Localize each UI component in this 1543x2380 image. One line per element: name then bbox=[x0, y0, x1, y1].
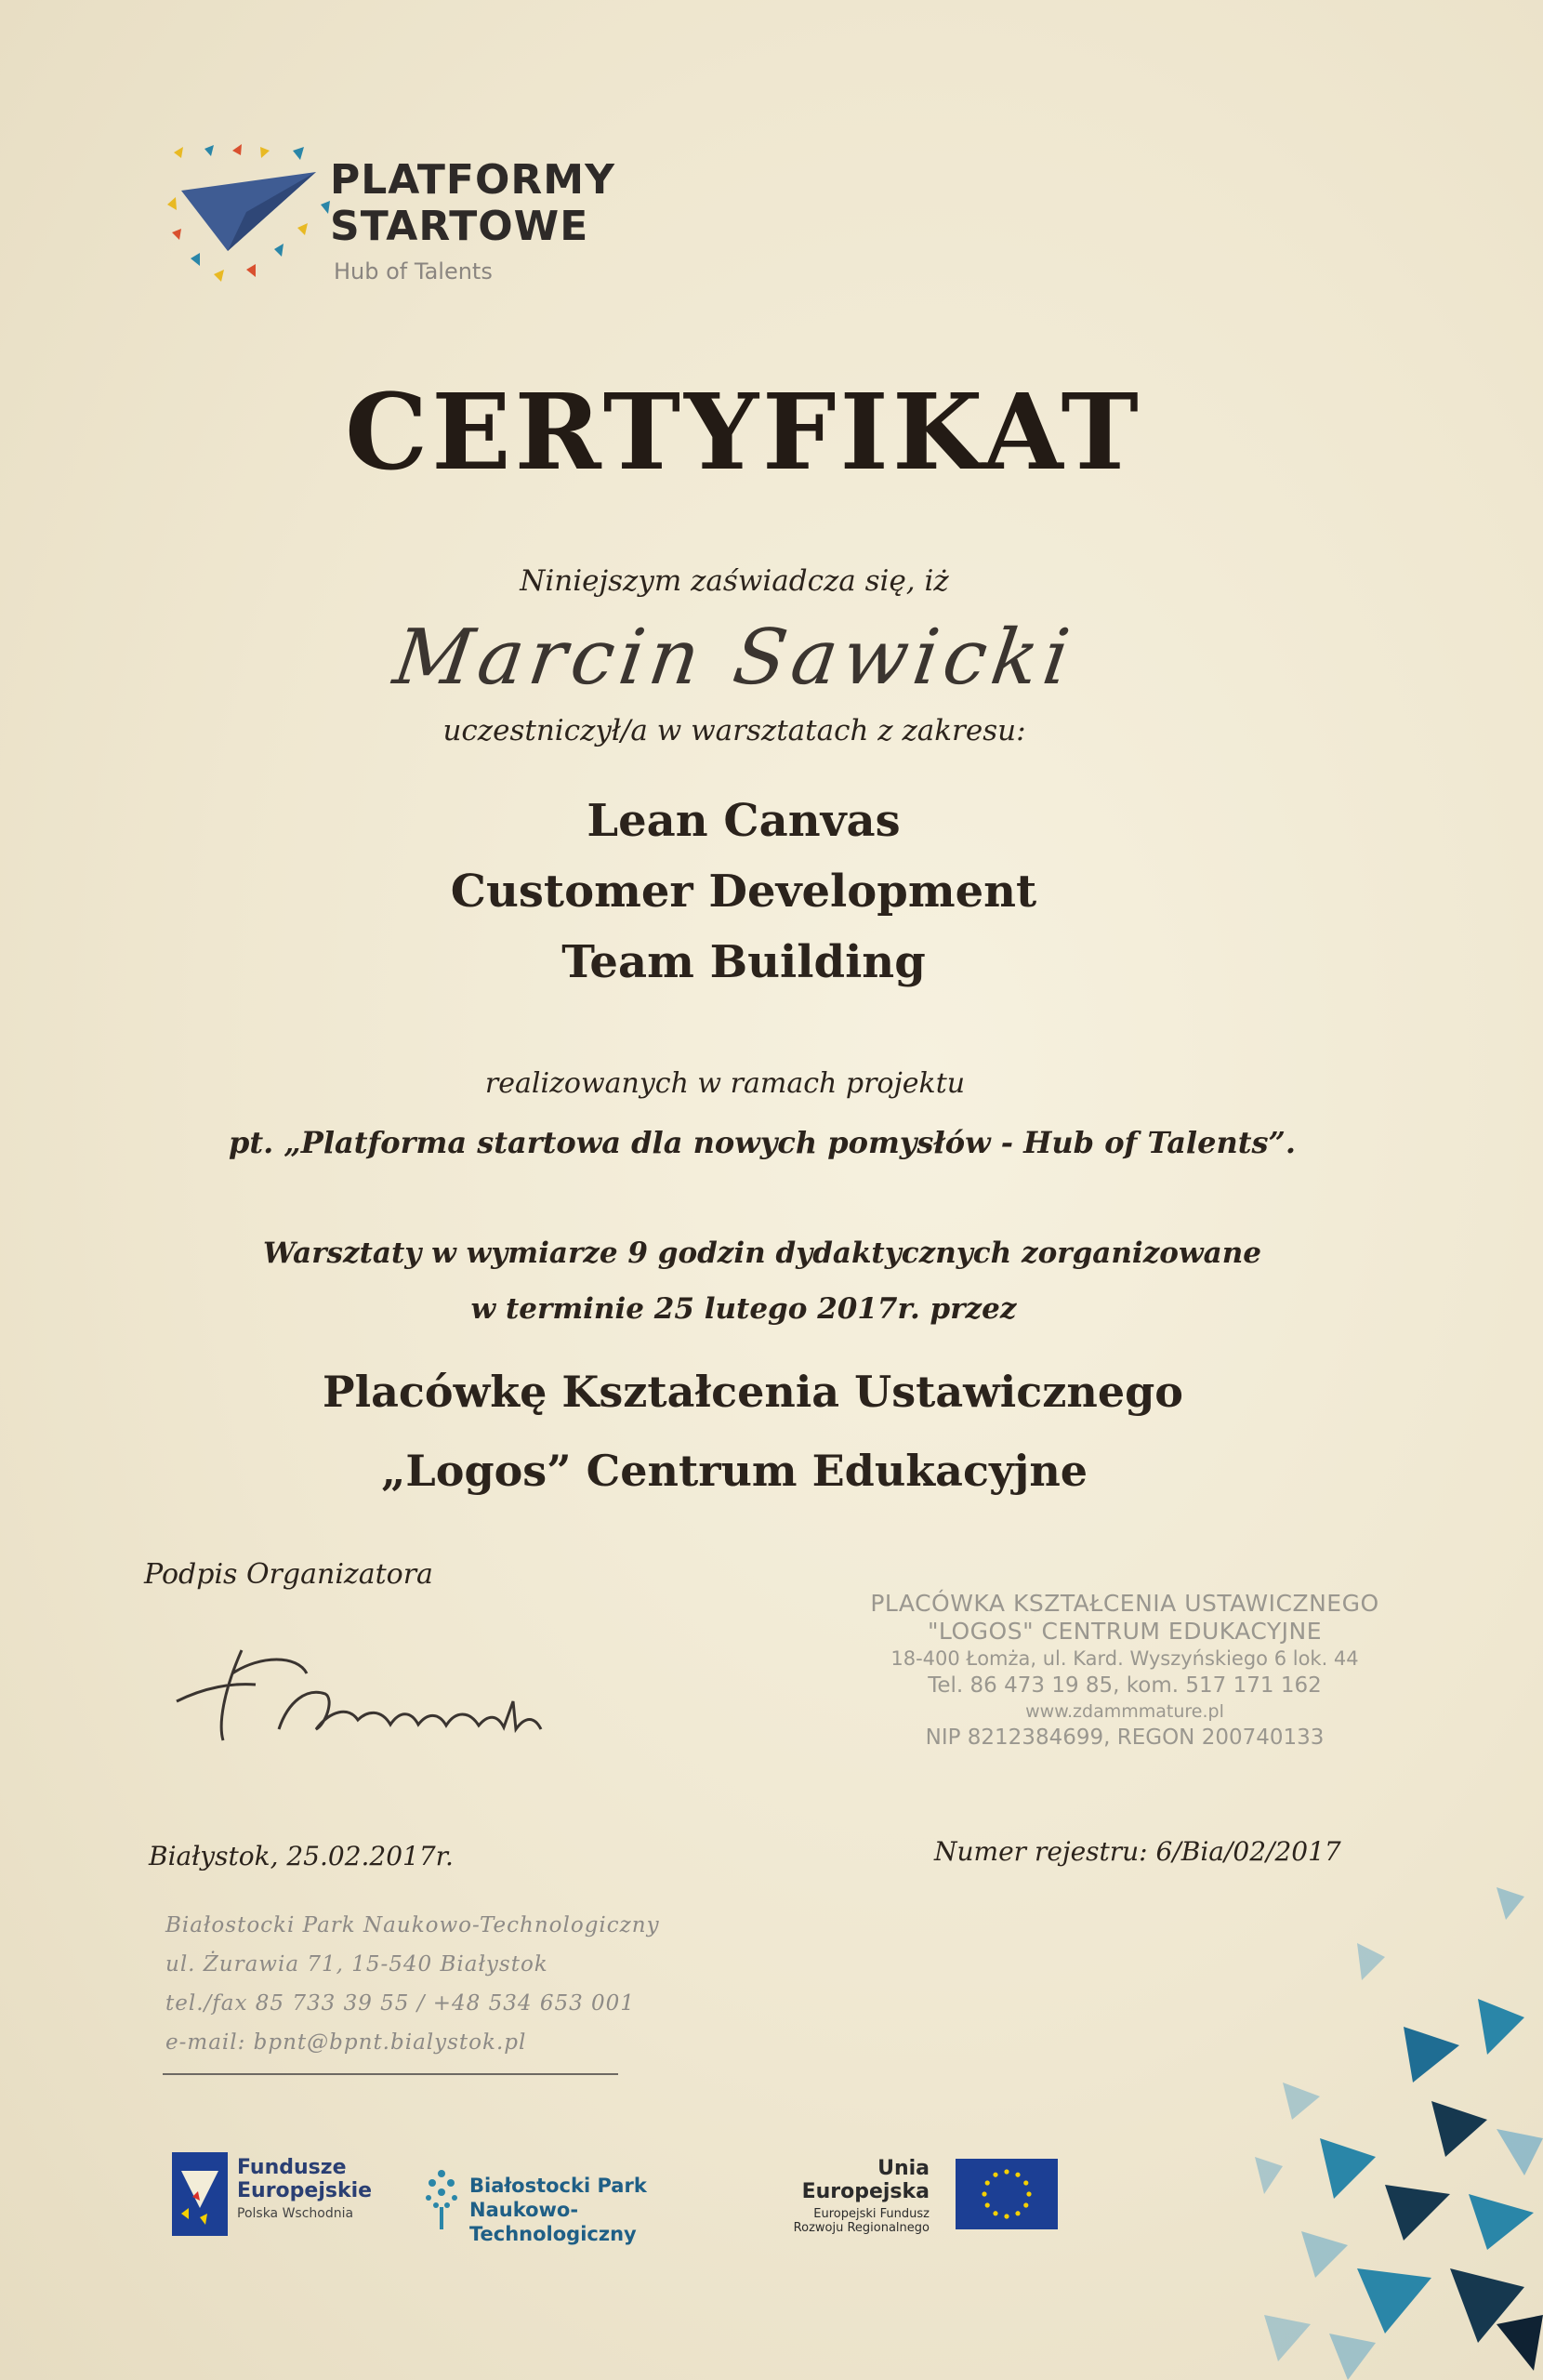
organizer-signature bbox=[167, 1636, 613, 1757]
address-line: Białostocki Park Naukowo-Technologiczny bbox=[165, 1913, 660, 1937]
topic-list bbox=[0, 786, 1515, 998]
eu-star bbox=[1015, 2173, 1020, 2177]
stamp-line: 18-400 Łomża, ul. Kard. Wyszyńskiego 6 lok. 44 bbox=[890, 1647, 1359, 1670]
eu-star bbox=[985, 2180, 990, 2185]
stamp-line: www.zdammmature.pl bbox=[1025, 1701, 1224, 1722]
register-number: Numer rejestru: 6/Bia/02/2017 bbox=[934, 1836, 1341, 1867]
eu-star bbox=[1004, 2214, 1009, 2218]
eu-star bbox=[985, 2202, 990, 2207]
organizer-line2: „Logos” Centrum Edukacyjne bbox=[380, 1446, 1088, 1496]
participant-name: Marcin Sawicki bbox=[389, 614, 1080, 702]
topic-item: Team Building bbox=[561, 936, 926, 988]
stamp-line: PLACÓWKA KSZTAŁCENIA USTAWICZNEGO bbox=[870, 1590, 1379, 1617]
eu-star bbox=[1004, 2169, 1009, 2174]
platformy-startowe-logo bbox=[163, 139, 646, 298]
ue-line1: Unia Europejska bbox=[801, 2157, 930, 2203]
address-line: ul. Żurawia 71, 15-540 Białystok bbox=[165, 1952, 548, 1977]
address-line: e-mail: bpnt@bpnt.bialystok.pl bbox=[165, 2030, 527, 2055]
project-line1: realizowanych w ramach projektu bbox=[484, 1067, 966, 1100]
fe-line1: Fundusze bbox=[237, 2156, 347, 2179]
signature-drawing bbox=[167, 1636, 613, 1757]
logo-line1: PLATFORMY bbox=[330, 156, 615, 204]
eu-star bbox=[993, 2211, 997, 2215]
address-line: tel./fax 85 733 39 55 / +48 534 653 001 bbox=[165, 1991, 635, 2016]
stamp-line: "LOGOS" CENTRUM EDUKACYJNE bbox=[927, 1618, 1323, 1645]
workshop-line2: w terminie 25 lutego 2017r. przez bbox=[470, 1292, 1017, 1326]
paper-plane-icon bbox=[163, 139, 349, 288]
topic-item: Customer Development bbox=[450, 866, 1037, 918]
project-line2: pt. „Platforma startowa dla nowych pomysłów - Hub of Talents”. bbox=[228, 1125, 1297, 1160]
participated-text: uczestniczył/a w warsztatach z zakresu: bbox=[442, 714, 1026, 747]
eu-star bbox=[982, 2191, 986, 2196]
organizer-line1: Placówkę Kształcenia Ustawicznego bbox=[323, 1367, 1183, 1417]
workshop-line1: Warsztaty w wymiarze 9 godzin dydaktycznych zorganizowane bbox=[262, 1236, 1262, 1270]
ue-line3: Rozwoju Regionalnego bbox=[793, 2221, 930, 2235]
eu-star bbox=[1023, 2202, 1028, 2207]
eu-star bbox=[1026, 2191, 1031, 2196]
eu-star bbox=[1015, 2211, 1020, 2215]
certificate-title: CERTYFIKAT bbox=[345, 372, 1142, 494]
address-divider bbox=[163, 2073, 618, 2075]
decorative-triangles bbox=[1246, 1878, 1543, 2380]
organizer-stamp bbox=[818, 1590, 1431, 1752]
fundusze-europejskie-logo bbox=[172, 2152, 414, 2245]
fe-line2: Europejskie bbox=[237, 2179, 373, 2202]
bpnt-line1: Białostocki Park bbox=[469, 2175, 647, 2197]
stamp-line: NIP 8212384699, REGON 200740133 bbox=[925, 1726, 1325, 1750]
place-date: Białystok, 25.02.2017r. bbox=[149, 1841, 454, 1871]
signature-label: Podpis Organizatora bbox=[144, 1558, 433, 1591]
bpnt-logo bbox=[423, 2166, 739, 2245]
ue-line2: Europejski Fundusz bbox=[813, 2207, 930, 2221]
unia-europejska-logo bbox=[753, 2157, 1069, 2241]
logo-subtitle: Hub of Talents bbox=[334, 258, 493, 284]
bpnt-emblem-icon bbox=[423, 2166, 460, 2231]
bpnt-address bbox=[165, 1906, 742, 2062]
intro-text: Niniejszym zaświadcza się, iż bbox=[520, 564, 949, 598]
logo-line2: STARTOWE bbox=[330, 203, 589, 250]
stamp-line: Tel. 86 473 19 85, kom. 517 171 162 bbox=[928, 1673, 1322, 1698]
eu-star bbox=[993, 2173, 997, 2177]
topic-item: Lean Canvas bbox=[587, 795, 901, 847]
fe-emblem-icon bbox=[172, 2152, 228, 2236]
fe-line3: Polska Wschodnia bbox=[237, 2206, 354, 2221]
eu-star bbox=[1023, 2180, 1028, 2185]
eu-flag-icon bbox=[956, 2159, 1058, 2229]
bpnt-line2: Naukowo-Technologiczny bbox=[469, 2199, 637, 2245]
